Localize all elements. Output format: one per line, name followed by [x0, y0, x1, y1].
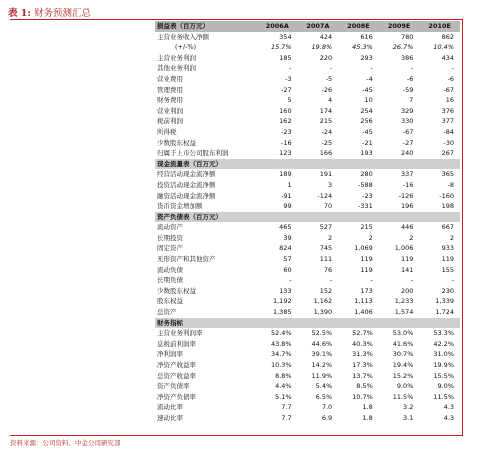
cell-value: - [370, 276, 373, 285]
cell-value: - [451, 276, 454, 285]
cell-value: -27 [402, 138, 414, 147]
cell-value [338, 159, 379, 170]
table-row [155, 222, 460, 233]
cell-value: 39.1% [311, 350, 333, 359]
table-row [155, 32, 460, 43]
row-label: 少数股东权益 [157, 138, 196, 147]
cell-value: 6.9 [321, 413, 333, 422]
row-label: 归属于上市公司股东利润 [157, 149, 229, 158]
cell-value [379, 212, 420, 223]
cell-value: -8 [447, 180, 454, 189]
cell-value: 15.2% [392, 371, 414, 380]
cell-value: 119 [360, 255, 373, 264]
cell-value: 193 [360, 149, 373, 158]
cell-value: 1 [287, 180, 292, 189]
table-row [155, 106, 460, 117]
cell-value: 4 [328, 96, 333, 105]
cell-value: 52.5% [311, 329, 333, 338]
cell-value: 1,233 [394, 297, 414, 306]
cell-value: 191 [319, 170, 333, 179]
cell-value: 10.7% [352, 392, 373, 401]
cell-value: 17.3% [352, 361, 373, 369]
cell-value: 862 [441, 32, 454, 41]
row-label: 主营业务利润率 [157, 329, 203, 338]
cell-value: 5.4% [315, 382, 333, 391]
source-note: 资料来源：公司资料、中金公司研究部 [10, 439, 121, 447]
row-label: 总资产 [157, 308, 177, 317]
cell-value: 1,192 [272, 297, 292, 306]
row-label: 无形资产和其他资产 [157, 255, 216, 264]
cell-value: 39 [283, 233, 292, 242]
table-row [155, 116, 460, 127]
cell-value: - [411, 276, 414, 285]
table-row [155, 254, 460, 265]
cell-value [338, 318, 379, 329]
row-label: 现金流量表（百万元） [155, 159, 257, 170]
cell-value: 365 [441, 170, 454, 179]
cell-value: 1,339 [435, 297, 454, 306]
cell-value: 215 [319, 117, 333, 126]
cell-value: 162 [279, 117, 292, 126]
cell-value: 3 [328, 180, 333, 189]
cell-value: 2 [328, 233, 333, 242]
cell-value: 230 [441, 286, 454, 295]
cell-value: 166 [319, 149, 333, 158]
cell-value: 44.6% [311, 339, 333, 348]
year-header: 2009E [379, 21, 420, 32]
table-row [155, 233, 460, 244]
cell-value: 16 [445, 96, 454, 105]
row-label: 固定资产 [157, 244, 183, 253]
cell-value: -16 [280, 138, 292, 147]
cell-value: 354 [279, 32, 292, 41]
cell-value: 1,113 [354, 297, 373, 306]
cell-value: -126 [398, 191, 414, 200]
cell-value: 31.0% [433, 350, 454, 359]
cell-value: 424 [319, 32, 333, 41]
cell-value: 60 [283, 265, 292, 274]
cell-value: 34.7% [270, 350, 292, 359]
row-label: 少数股东权益 [157, 286, 196, 295]
table-number: 表 1: [8, 8, 31, 19]
cell-value: 1,162 [313, 297, 333, 306]
cell-value: - [289, 64, 292, 73]
row-label: 投资活动现金流净额 [157, 180, 216, 189]
cell-value: 667 [441, 223, 454, 232]
table-row [155, 127, 460, 138]
header-row [155, 21, 460, 32]
cell-value: 780 [400, 32, 414, 41]
table-row [155, 138, 460, 149]
table-row [155, 286, 460, 297]
row-label: 净利润率 [157, 350, 183, 359]
section-row [155, 159, 460, 170]
cell-value: 1,385 [272, 308, 292, 317]
cell-value [379, 318, 420, 329]
cell-value: 119 [400, 255, 414, 264]
table-row [155, 360, 460, 371]
cell-value: 31.3% [352, 350, 373, 359]
cell-value: 330 [400, 117, 414, 126]
cell-value: 200 [400, 286, 414, 295]
cell-value: - [411, 64, 414, 73]
cell-value: 293 [360, 53, 373, 62]
cell-value: 119 [441, 255, 454, 264]
cell-value: 933 [441, 244, 454, 253]
table-row [155, 328, 460, 339]
cell-value: 386 [400, 53, 414, 62]
cell-value: -331 [358, 202, 373, 211]
cell-value [419, 318, 460, 329]
right-rule [462, 19, 463, 436]
cell-value: 10.3% [270, 361, 292, 369]
cell-value: -25 [321, 138, 333, 147]
row-label: 财务费用 [157, 96, 183, 105]
row-label: 长期投资 [157, 233, 183, 242]
row-label: 货币资金增加额 [157, 202, 203, 211]
row-label: 净资产负债率 [157, 392, 196, 401]
row-label: 资产负债表（百万元） [155, 212, 257, 223]
table-row [155, 392, 460, 403]
cell-value: 7.7 [281, 413, 292, 422]
row-label: 管理费用 [157, 85, 183, 94]
section-row [155, 318, 460, 329]
cell-value: 11.5% [392, 392, 414, 401]
cell-value: -30 [443, 138, 454, 147]
cell-value: 10 [364, 96, 373, 105]
cell-value: 337 [400, 170, 414, 179]
cell-value: 1.8 [362, 403, 373, 412]
cell-value: 220 [319, 53, 333, 62]
cell-value: 4.3 [443, 413, 454, 422]
row-label: 流动负债 [157, 265, 183, 274]
row-label: 息税前利润率 [157, 339, 196, 348]
cell-value: 196 [400, 202, 414, 211]
cell-value: 616 [360, 32, 373, 41]
cell-value: 7 [409, 96, 414, 105]
cell-value: -84 [443, 127, 454, 136]
cell-value: 141 [400, 265, 414, 274]
cell-value: -4 [366, 74, 373, 83]
section-row [155, 212, 460, 223]
row-label: 长期负债 [157, 276, 183, 285]
bottom-rule [10, 435, 463, 436]
row-label: 总资产收益率 [157, 371, 196, 380]
cell-value [257, 159, 298, 170]
row-label: 所得税 [157, 127, 177, 136]
cell-value [379, 159, 420, 170]
cell-value: 434 [441, 53, 454, 62]
cell-value [419, 212, 460, 223]
row-label: 主营业务收入净额 [157, 32, 209, 41]
year-header: 2006A [257, 21, 298, 32]
cell-value: 43.8% [270, 339, 292, 348]
cell-value: 11.9% [311, 371, 333, 380]
row-label: 经营活动现金流净额 [157, 170, 216, 179]
table-row [155, 307, 460, 318]
cell-value: 119 [360, 265, 373, 274]
cell-value: 76 [323, 265, 333, 274]
row-label: 财务指标 [155, 318, 257, 329]
table-row [155, 42, 460, 53]
cell-value: 9.0% [437, 382, 454, 391]
table-title: 财务预测汇总 [33, 8, 91, 19]
table-row [155, 201, 460, 212]
cell-value: 5.1% [275, 392, 292, 401]
table-row [155, 296, 460, 307]
year-header: 2007A [298, 21, 339, 32]
cell-value: 152 [319, 286, 333, 295]
cell-value: -6 [406, 74, 414, 83]
cell-value: - [451, 64, 454, 73]
cell-value: 2 [449, 233, 454, 242]
table-row [155, 53, 460, 64]
cell-value: 53.0% [392, 329, 414, 338]
cell-value: 745 [319, 244, 333, 253]
table-row [155, 243, 460, 254]
cell-value: 446 [400, 223, 414, 232]
cell-value: - [289, 276, 292, 285]
row-label: 营业利润 [157, 106, 183, 115]
cell-value: 267 [441, 149, 454, 158]
cell-value: 52.4% [270, 329, 292, 338]
cell-value: 155 [441, 265, 454, 274]
row-label: 主营业务利润 [157, 53, 196, 62]
cell-value: 1,724 [435, 308, 454, 317]
cell-value: 15.7% [270, 43, 292, 52]
cell-value: 14.2% [311, 361, 333, 369]
row-label: 流动资产 [157, 223, 183, 232]
cell-value: 1,406 [354, 308, 373, 317]
cell-value: 19.9% [433, 361, 454, 369]
cell-value: 4.4% [275, 382, 292, 391]
cell-value: -21 [362, 138, 373, 147]
cell-value [419, 159, 460, 170]
cell-value: 1,006 [394, 244, 414, 253]
cell-value: 376 [441, 106, 454, 115]
cell-value: 173 [360, 286, 373, 295]
cell-value: 5 [287, 96, 292, 105]
cell-value: 527 [319, 223, 333, 232]
table-row [155, 275, 460, 286]
cell-value: 1.8 [362, 413, 373, 422]
cell-value: 41.6% [392, 339, 414, 348]
row-label: 资产负债率 [157, 382, 190, 391]
year-header: 2008E [338, 21, 379, 32]
cell-value: 111 [319, 255, 333, 264]
cell-value: 6.5% [315, 392, 333, 401]
year-header: 2010E [419, 21, 460, 32]
table-row [155, 63, 460, 74]
row-label: 营业费用 [157, 74, 183, 83]
table-row [155, 402, 460, 413]
cell-value [298, 318, 339, 329]
table-row [155, 85, 460, 96]
cell-value: 329 [400, 106, 414, 115]
cell-value: 240 [400, 149, 414, 158]
cell-value: -45 [362, 85, 373, 94]
row-label: 其他业务利润 [157, 64, 196, 73]
cell-value: 3.1 [403, 413, 414, 422]
cell-value: -91 [280, 191, 292, 200]
cell-value: - [329, 276, 333, 285]
cell-value: -23 [362, 191, 373, 200]
cell-value: 13.7% [352, 371, 373, 380]
cell-value: 2 [409, 233, 414, 242]
table-row [155, 148, 460, 159]
cell-value: 45.3% [352, 43, 373, 52]
table-row [155, 74, 460, 85]
table-row [155, 349, 460, 360]
cell-value: 7.0 [321, 403, 333, 412]
cell-value: -3 [285, 74, 292, 83]
cell-value: 30.7% [392, 350, 414, 359]
table-row [155, 413, 460, 424]
cell-value: 9.0% [396, 382, 414, 391]
row-label: 股东权益 [157, 297, 183, 306]
cell-value: 42.2% [433, 339, 454, 348]
cell-value [257, 318, 298, 329]
cell-value: -59 [402, 85, 414, 94]
cell-value: -124 [317, 191, 333, 200]
cell-value: -160 [439, 191, 454, 200]
cell-value: 280 [360, 170, 373, 179]
cell-value: 1,390 [313, 308, 333, 317]
cell-value: 26.7% [392, 43, 414, 52]
cell-value [298, 212, 339, 223]
cell-value: -16 [402, 180, 414, 189]
cell-value: 40.3% [352, 339, 373, 348]
cell-value [298, 159, 339, 170]
row-label: 流动比率 [157, 403, 183, 412]
cell-value [257, 212, 298, 223]
cell-value: -26 [321, 85, 333, 94]
cell-value: 4.3 [443, 403, 454, 412]
cell-value: 123 [279, 149, 292, 158]
cell-value: 53.3% [433, 329, 454, 338]
cell-value: - [370, 64, 373, 73]
row-label: 净资产收益率 [157, 361, 196, 369]
cell-value: -67 [402, 127, 414, 136]
cell-value: 254 [360, 106, 373, 115]
cell-value: -6 [447, 74, 454, 83]
cell-value: 15.5% [433, 371, 454, 380]
row-label: 速动比率 [157, 413, 183, 422]
cell-value: 52.7% [352, 329, 373, 338]
cell-value: - [329, 64, 333, 73]
cell-value: 174 [319, 106, 333, 115]
cell-value: -23 [280, 127, 292, 136]
header-label: 损益表（百万元） [155, 21, 257, 32]
cell-value: -588 [358, 180, 373, 189]
cell-value: 189 [279, 170, 292, 179]
cell-value: 2 [368, 233, 373, 242]
table-row [155, 265, 460, 276]
cell-value: -24 [321, 127, 333, 136]
cell-value [338, 212, 379, 223]
cell-value: 185 [279, 53, 292, 62]
cell-value: 10.4% [433, 43, 454, 52]
cell-value: 7.7 [281, 403, 292, 412]
cell-value: 160 [279, 106, 292, 115]
cell-value: 1,574 [394, 308, 414, 317]
top-rule [10, 19, 462, 20]
cell-value: 824 [279, 244, 292, 253]
cell-value: 215 [360, 223, 373, 232]
table-row [155, 169, 460, 180]
cell-value: 57 [283, 255, 292, 264]
cell-value: 1,069 [354, 244, 373, 253]
cell-value: 133 [279, 286, 292, 295]
row-label: 融资活动现金流净额 [157, 191, 216, 200]
cell-value: 3.2 [403, 403, 414, 412]
cell-value: 70 [323, 202, 333, 211]
cell-value: 11.5% [433, 392, 454, 401]
cell-value: -27 [280, 85, 292, 94]
table-row [155, 180, 460, 191]
row-label: (+/-%) [175, 43, 197, 52]
cell-value: 198 [441, 202, 454, 211]
row-label: 税前利润 [157, 117, 183, 126]
cell-value: -67 [443, 85, 454, 94]
table-row [155, 191, 460, 202]
cell-value: 377 [441, 117, 454, 126]
financial-forecast-table [155, 21, 460, 424]
table-row [155, 95, 460, 106]
table-caption [8, 5, 91, 19]
table-row [155, 339, 460, 350]
cell-value: 19.4% [392, 361, 414, 369]
table-row [155, 371, 460, 382]
cell-value: 256 [360, 117, 373, 126]
cell-value: -5 [325, 74, 333, 83]
cell-value: 8.8% [275, 371, 292, 380]
cell-value: 465 [279, 223, 292, 232]
cell-value: 8.5% [356, 382, 373, 391]
table-row [155, 381, 460, 392]
cell-value: -45 [362, 127, 373, 136]
cell-value: 99 [283, 202, 292, 211]
cell-value: 19.8% [311, 43, 333, 52]
